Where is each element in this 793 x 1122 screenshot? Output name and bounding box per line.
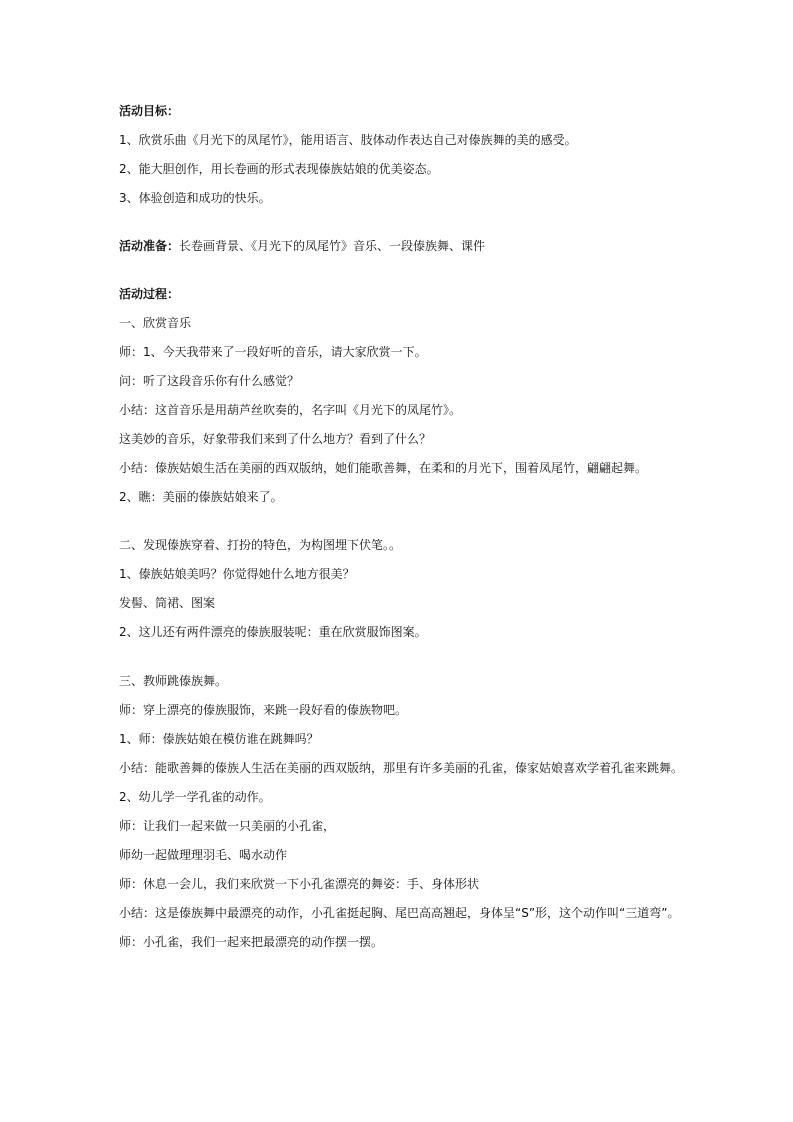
paragraph-line: 师幼一起做理理羽毛、喝水动作 bbox=[119, 848, 288, 862]
paragraph-line: 发髻、筒裙、图案 bbox=[119, 596, 216, 610]
paragraph-line: 2、幼儿学一学孔雀的动作。 bbox=[119, 790, 271, 804]
process-heading: 活动过程： bbox=[119, 287, 180, 301]
paragraph-line: 1、师：傣族姑娘在模仿谁在跳舞吗？ bbox=[119, 732, 319, 746]
paragraph-line: 小结：能歌善舞的傣族人生活在美丽的西双版纳，那里有许多美丽的孔雀，傣家姑娘喜欢学着孔雀来跳舞。 bbox=[119, 761, 684, 775]
paragraph-line: 1、傣族姑娘美吗？你觉得她什么地方很美？ bbox=[119, 567, 355, 581]
paragraph-line: 小结：这是傣族舞中最漂亮的动作，小孔雀挺起胸、尾巴高高翘起，身体呈“S”形，这个动作叫“三道弯”。 bbox=[119, 906, 680, 920]
paragraph-line: 师：让我们一起来做一只美丽的小孔雀， bbox=[119, 819, 336, 833]
paragraph-line: 2、这儿还有两件漂亮的傣族服装呢：重在欣赏服饰图案。 bbox=[119, 625, 427, 639]
goal-item: 1、欣赏乐曲《月光下的凤尾竹》，能用语言、肢体动作表达自己对傣族舞的美的感受。 bbox=[119, 133, 577, 147]
section-title: 三、教师跳傣族舞。 bbox=[119, 674, 228, 688]
preparation-heading: 活动准备： bbox=[119, 239, 180, 253]
preparation-text: 长卷画背景、《月光下的凤尾竹》音乐、一段傣族舞、课件 bbox=[179, 239, 486, 253]
paragraph-line: 小结：这首音乐是用葫芦丝吹奏的，名字叫《月光下的凤尾竹》。 bbox=[119, 403, 462, 417]
section-title: 二、发现傣族穿着、打扮的特色，为构图埋下伏笔。。 bbox=[119, 538, 402, 552]
paragraph-line: 问：听了这段音乐你有什么感觉？ bbox=[119, 374, 300, 388]
paragraph-line: 这美妙的音乐，好象带我们来到了什么地方？看到了什么？ bbox=[119, 432, 432, 446]
goal-item: 2、能大胆创作，用长卷画的形式表现傣族姑娘的优美姿态。 bbox=[119, 162, 439, 176]
paragraph-line: 师：休息一会儿，我们来欣赏一下小孔雀漂亮的舞姿：手、身体形状 bbox=[119, 877, 480, 891]
section-title: 一、欣赏音乐 bbox=[119, 316, 192, 330]
preparation-line bbox=[119, 238, 485, 254]
paragraph-line: 师：1、今天我带来了一段好听的音乐，请大家欣赏一下。 bbox=[119, 345, 427, 359]
paragraph-line: 师：小孔雀，我们一起来把最漂亮的动作摆一摆。 bbox=[119, 935, 384, 949]
paragraph-line: 2、瞧：美丽的傣族姑娘来了。 bbox=[119, 490, 283, 504]
paragraph-line: 师：穿上漂亮的傣族服饰，来跳一段好看的傣族物吧。 bbox=[119, 703, 408, 717]
goals-heading: 活动目标： bbox=[119, 104, 180, 118]
goal-item: 3、体验创造和成功的快乐。 bbox=[119, 191, 271, 205]
paragraph-line: 小结：傣族姑娘生活在美丽的西双版纳，她们能歌善舞，在柔和的月光下，围着凤尾竹，翩翩起舞。 bbox=[119, 461, 648, 475]
